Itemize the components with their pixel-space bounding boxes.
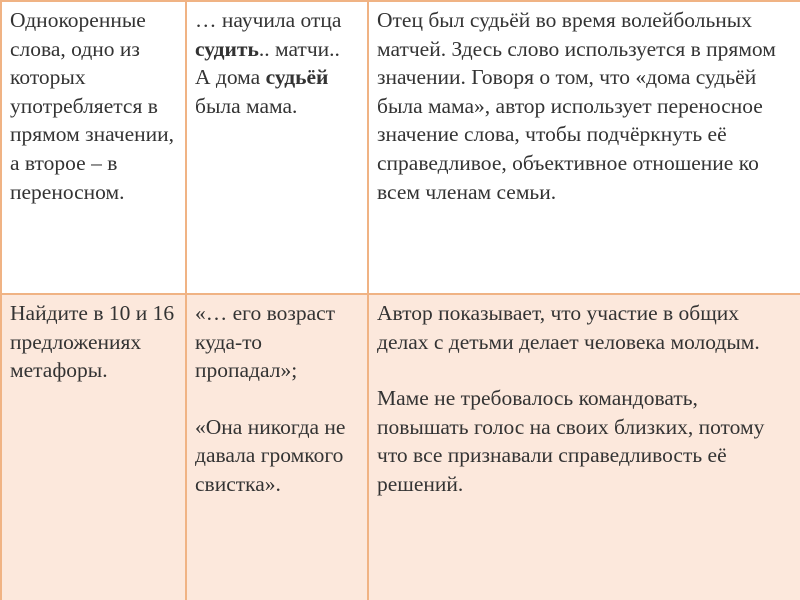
explanation-cell bbox=[368, 1, 800, 294]
explanation-text: Отец был судьёй во время волейбольных матчей. Здесь слово используется в прямом значении. Говоря о том, что «дома судьёй была мама», автор использует переносное значение слова, чтобы подчёркнуть её справедливое, объективное отношение ко всем членам семьи. bbox=[377, 8, 776, 204]
example-line-2-end: была мама. bbox=[195, 93, 298, 118]
example-line-1-start: … научила отца bbox=[195, 8, 342, 32]
example-line-2-start: А дома bbox=[195, 65, 266, 90]
explanation-paragraph-2: Маме не требовалось командовать, повышать голос на своих близких, потому что все признавали справедливость её решений. bbox=[377, 386, 765, 496]
task-cell bbox=[1, 1, 186, 294]
example-cell bbox=[186, 294, 368, 600]
table-row bbox=[1, 294, 800, 600]
quote-1: «… его возраст куда-то пропадал»; bbox=[195, 301, 336, 383]
task-text: Однокоренные слова, одно из которых употребляется в прямом значении, а второе – в переносном. bbox=[10, 8, 175, 204]
example-line-1-end: .. матчи.. bbox=[258, 36, 340, 61]
example-bold-word-1: судить bbox=[195, 36, 259, 61]
task-cell bbox=[1, 294, 186, 600]
quote-2: «Она никогда не давала громкого свистка». bbox=[195, 414, 346, 496]
example-cell bbox=[186, 1, 368, 294]
task-text: Найдите в 10 и 16 предложениях метафоры. bbox=[10, 301, 175, 383]
example-bold-word-2: судьёй bbox=[265, 65, 329, 90]
table-row bbox=[1, 1, 800, 294]
example-text bbox=[195, 6, 361, 120]
explanation-cell bbox=[368, 294, 800, 600]
explanation-paragraph-1: Автор показывает, что участие в общих делах с детьми делает человека молодым. bbox=[377, 301, 760, 354]
